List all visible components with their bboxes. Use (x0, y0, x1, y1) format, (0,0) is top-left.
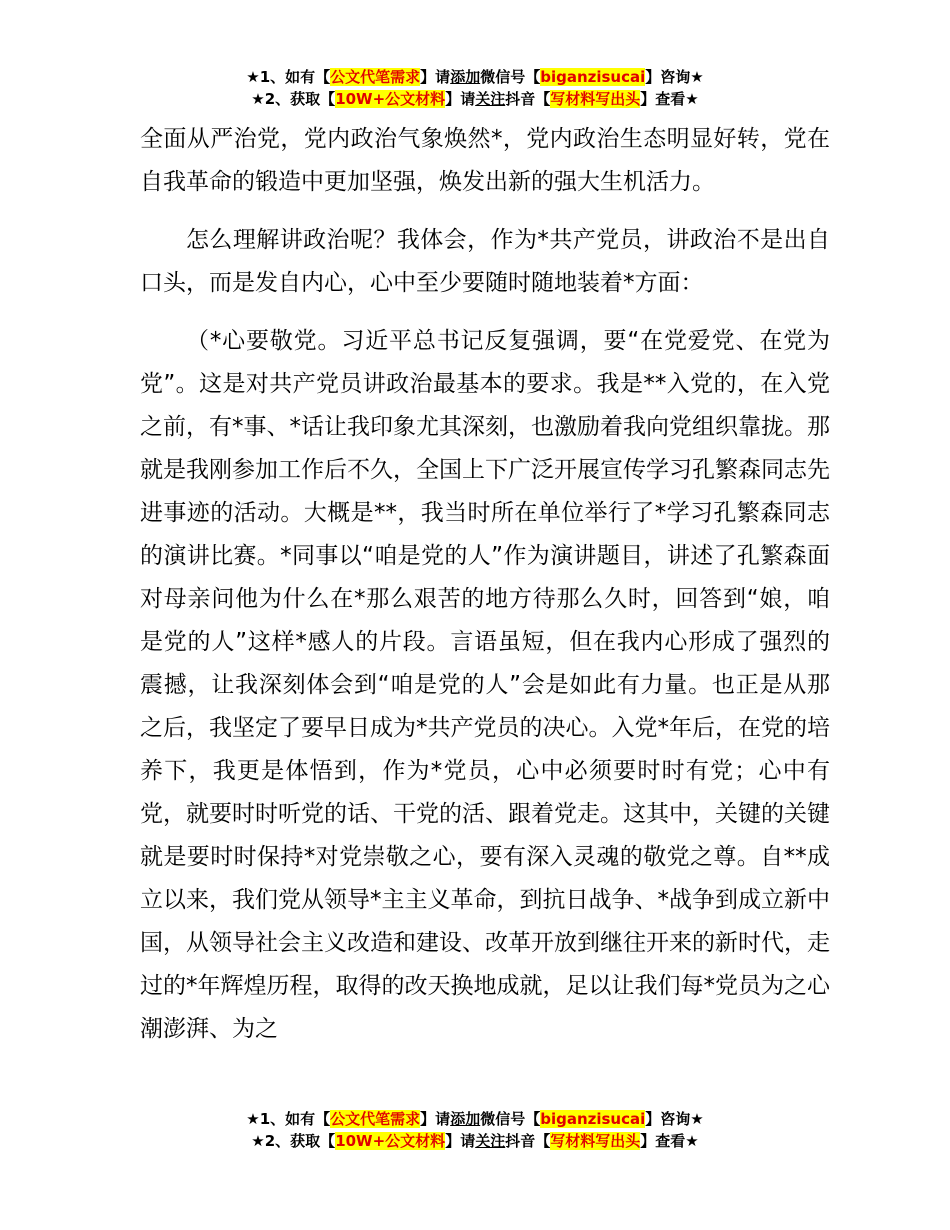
banner-text: 】请 (420, 68, 451, 86)
banner-line-1 (0, 1108, 950, 1130)
banner-text: ★1、如有【 (246, 68, 331, 86)
paragraph-1: 全面从严治党，党内政治气象焕然*，党内政治生态明显好转，党在自我革命的锻造中更加坚强，焕发出新的强大生机活力。 (140, 126, 830, 195)
banner-line-1 (0, 66, 950, 88)
banner-text: ★2、获取【 (251, 1132, 336, 1150)
banner-text: 抖音【 (505, 1132, 551, 1150)
highlight-wechat-id: biganzisucai (540, 68, 646, 86)
banner-text-underlined: 添加 (450, 68, 481, 86)
highlight-service: 公文代笔需求 (330, 68, 421, 86)
document-body (140, 118, 830, 1051)
banner-text: 抖音【 (505, 90, 551, 108)
header-banner (0, 66, 950, 110)
banner-text: 】请 (445, 1132, 476, 1150)
highlight-douyin-account: 写材料写出头 (550, 1132, 641, 1150)
banner-text: ★1、如有【 (246, 1110, 331, 1128)
banner-text: 】咨询★ (645, 1110, 704, 1128)
banner-text-underlined: 关注 (475, 1132, 506, 1150)
highlight-wechat-id: biganzisucai (540, 1110, 646, 1128)
banner-text: 微信号【 (480, 68, 541, 86)
paragraph-3: （*心要敬党。习近平总书记反复强调，要“在党爱党、在党为党”。这是对共产党员讲政治最基本的要求。我是**入党的，在入党之前，有*事、*话让我印象尤其深刻，也激励着我向党组织靠拢。那就是我刚参加工作后不久，全国上下广泛开展宣传学习孔繁森同志先进事迹的活动。大概是**，我当时所在单位举行了*学习孔繁森同志的演讲比赛。*同事以“咱是党的人”作为演讲题目，讲述了孔繁森面对母亲问他为什么在*那么艰苦的地方待那么久时，回答到“娘，咱是党的人”这样*感人的片段。言语虽短，但在我内心形成了强烈的震撼，让我深刻体会到“咱是党的人”会是如此有力量。也正是从那之后，我坚定了要早日成为*共产党员的决心。入党*年后，在党的培养下，我更是体悟到，作为*党员，心中必须要时时有党；心中有党，就要时时听党的话、干党的活、跟着党走。这其中，关键的关键就是要时时保持*对党崇敬之心，要有深入灵魂的敬党之尊。自**成立以来，我们党从领导*主主义革命，到抗日战争、*战争到成立新中国，从领导社会主义改造和建设、改革开放到继往开来的新时代，走过的*年辉煌历程，取得的改天换地成就，足以让我们每*党员为之心潮澎湃、为之 (140, 328, 830, 1042)
banner-text-underlined: 添加 (450, 1110, 481, 1128)
banner-text-underlined: 关注 (475, 90, 506, 108)
highlight-douyin-account: 写材料写出头 (550, 90, 641, 108)
highlight-service: 公文代笔需求 (330, 1110, 421, 1128)
banner-text: ★2、获取【 (251, 90, 336, 108)
banner-text: 】咨询★ (645, 68, 704, 86)
banner-text: 】查看★ (640, 1132, 699, 1150)
banner-text: 微信号【 (480, 1110, 541, 1128)
highlight-materials: 10W+公文材料 (335, 90, 446, 108)
banner-text: 】请 (420, 1110, 451, 1128)
banner-line-2 (0, 88, 950, 110)
banner-line-2 (0, 1130, 950, 1152)
highlight-materials: 10W+公文材料 (335, 1132, 446, 1150)
banner-text: 】查看★ (640, 90, 699, 108)
footer-banner (0, 1108, 950, 1152)
banner-text: 】请 (445, 90, 476, 108)
paragraph-2: 怎么理解讲政治呢？我体会，作为*共产党员，讲政治不是出自口头，而是发自内心，心中至少要随时随地装着*方面： (140, 227, 830, 296)
